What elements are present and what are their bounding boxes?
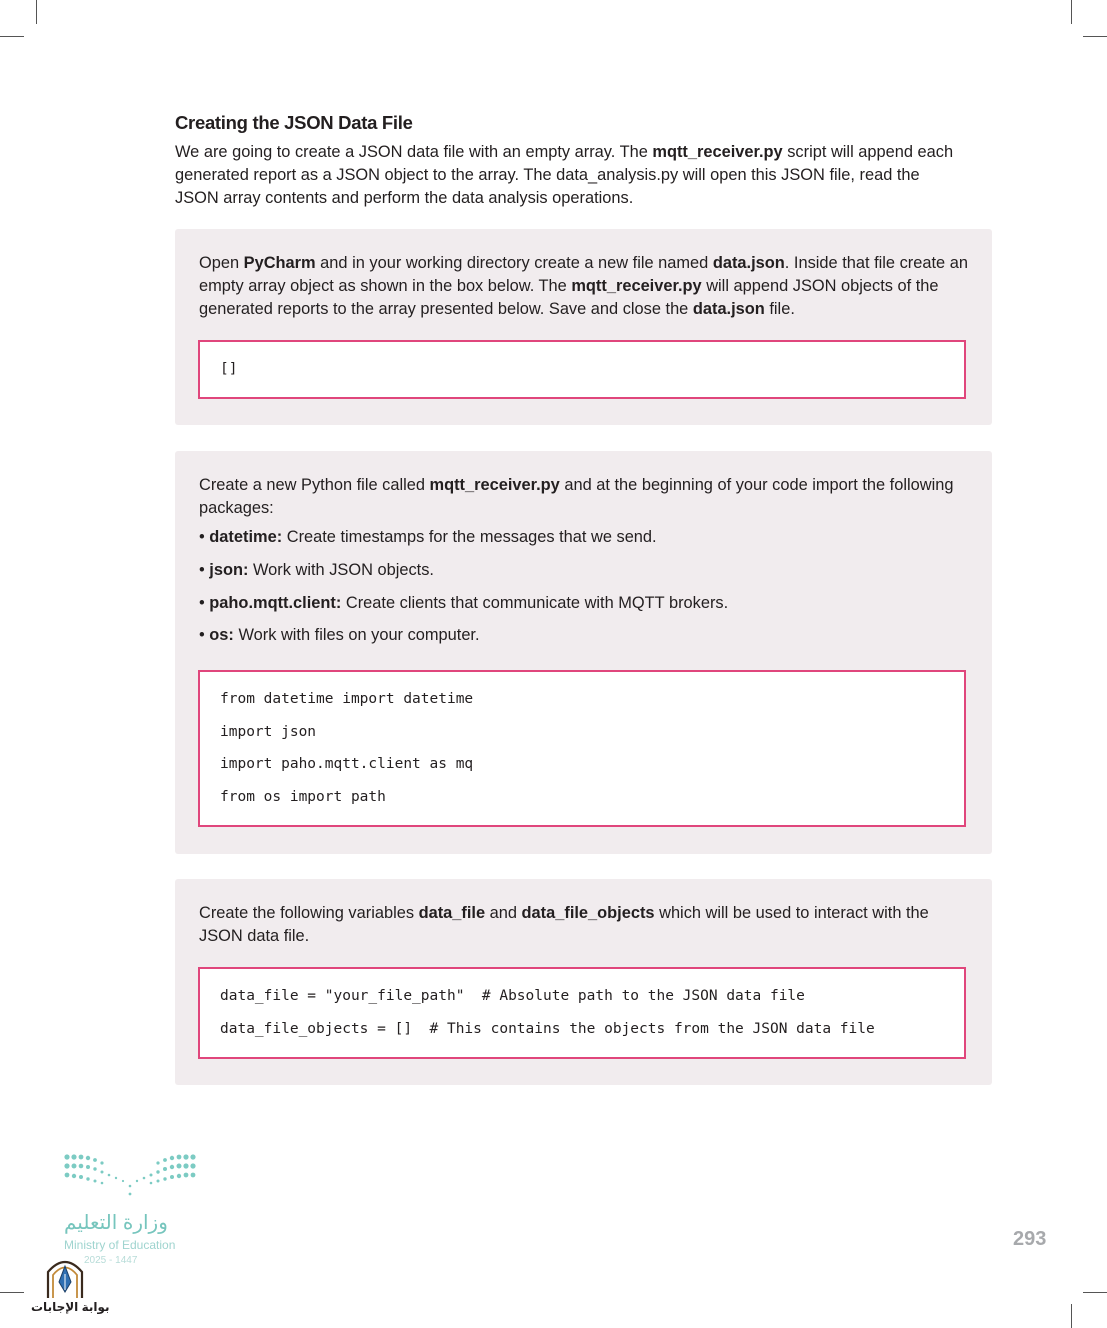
bullet-desc: Create timestamps for the messages that we send. [282, 528, 657, 546]
code-line: import paho.mqtt.client as mq [220, 756, 474, 772]
intro-paragraph [175, 141, 955, 210]
crop-mark [1083, 36, 1107, 37]
bullet-term: os: [209, 626, 234, 644]
text-run: file. [764, 300, 795, 318]
bullet-desc: Create clients that communicate with MQTT brokers. [341, 594, 729, 612]
watermark-text: بوابة الإجابات [31, 1300, 110, 1314]
text-run: script will append each generated report as a JSON object to the array. The data_analysis.py will open this JSON file, read the JSON array contents and perform the data analysis operations. [175, 143, 954, 207]
text-run: . Inside that file create an empty array object as shown in the box below. The [199, 254, 968, 295]
instruction-panel-imports [175, 451, 992, 854]
bullet-desc: Work with files on your computer. [233, 626, 480, 644]
text-run: We are going to create a JSON data file with an empty array. The [175, 143, 653, 161]
instruction-panel-variables [175, 879, 992, 1085]
crop-mark [36, 0, 37, 24]
text-run: and in your working directory create a new file named [315, 254, 713, 272]
bold-term: data.json [712, 254, 785, 272]
bold-term: mqtt_receiver.py [429, 476, 560, 494]
bullet-term: json: [209, 561, 249, 579]
bold-term: data.json [692, 300, 765, 318]
watermark-pen-icon [44, 1254, 86, 1300]
bullet-term: paho.mqtt.client: [209, 594, 342, 612]
code-line: from os import path [220, 789, 386, 805]
code-line: from datetime import datetime [220, 691, 474, 707]
code-line: data_file_objects = [] # This contains the objects from the JSON data file [220, 1021, 875, 1037]
ministry-logo [62, 1150, 202, 1200]
code-box-imports [198, 670, 966, 827]
crop-mark [1083, 1292, 1107, 1293]
text-run: and at the beginning of your code import the following packages: [199, 476, 954, 517]
bullet-item: • paho.mqtt.client: Create clients that communicate with MQTT brokers. [199, 594, 729, 612]
bullet-desc: Work with JSON objects. [248, 561, 434, 579]
page-number: 293 [1013, 1228, 1047, 1250]
crop-mark [1071, 1304, 1072, 1328]
text-run: Create the following variables [199, 904, 419, 922]
bullet-item: • datetime: Create timestamps for the messages that we send. [199, 528, 657, 546]
instruction-panel-create-json [175, 229, 992, 425]
bold-term: PyCharm [243, 254, 316, 272]
code-line: data_file = "your_file_path" # Absolute path to the JSON data file [220, 988, 805, 1004]
text-run: and [485, 904, 522, 922]
bold-term: mqtt_receiver.py [652, 143, 783, 161]
bullet-item: • json: Work with JSON objects. [199, 561, 434, 579]
code-box-variables [198, 967, 966, 1059]
ministry-year: 2025 - 1447 [84, 1255, 138, 1266]
code-line: [] [220, 361, 238, 377]
bullet-item: • os: Work with files on your computer. [199, 626, 480, 644]
bullet-term: datetime: [209, 528, 283, 546]
panel-instructions [199, 902, 969, 948]
code-box-empty-array [198, 340, 966, 399]
text-run: will append JSON objects of the generated reports to the array presented below. Save and close the [199, 277, 939, 318]
code-line: import json [220, 724, 317, 740]
panel-instructions [199, 474, 969, 520]
ministry-name-arabic: وزارة التعليم [64, 1212, 168, 1234]
crop-mark [0, 1292, 24, 1293]
text-run: Create a new Python file called [199, 476, 430, 494]
panel-instructions [199, 252, 969, 321]
crop-mark [0, 36, 24, 37]
crop-mark [1071, 0, 1072, 24]
section-heading: Creating the JSON Data File [175, 112, 413, 133]
text-run: which will be used to interact with the JSON data file. [199, 904, 929, 945]
bold-term: mqtt_receiver.py [571, 277, 702, 295]
bold-term: data_file [418, 904, 486, 922]
bold-term: data_file_objects [521, 904, 655, 922]
text-run: Open [199, 254, 244, 272]
ministry-name-english: Ministry of Education [64, 1238, 176, 1252]
